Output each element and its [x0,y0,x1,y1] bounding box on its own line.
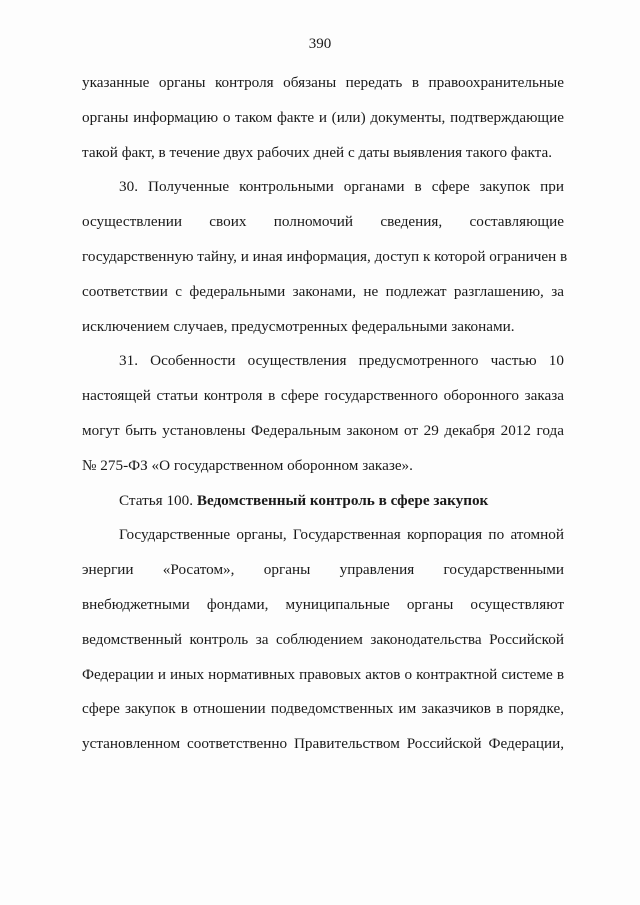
paragraph-continuation [82,66,564,170]
text-line: внебюджетными фондами, муниципальные органы осуществляют [82,595,564,613]
text-line: настоящей статьи контроля в сфере государственного оборонного заказа [82,387,564,405]
text-line: исключением случаев, предусмотренных федеральными законами. [82,317,515,335]
text-line: Федерации и иных нормативных правовых актов о контрактной системе в [82,665,564,683]
text-line: могут быть установлены Федеральным законом от 29 декабря 2012 года [82,421,564,439]
text-line: осуществлении своих полномочий сведения, составляющие [82,213,564,231]
document-body [82,66,568,762]
text-line: сфере закупок в отношении подведомственных им заказчиков в порядке, [82,700,564,718]
text-line: № 275-ФЗ «О государственном оборонном заказе». [82,456,413,474]
paragraph-31 [82,344,564,483]
page-number: 390 [308,36,332,52]
text-line: установленном соответственно Правительством Российской Федерации, [82,735,564,753]
article-label: Статья 100. [119,491,194,509]
article-heading [82,484,564,519]
text-line: органы информацию о таком факте и (или) документы, подтверждающие [82,108,564,126]
text-line: ведомственный контроль за соблюдением законодательства Российской [82,630,564,648]
text-line: энергии «Росатом», органы управления государственными [82,561,564,579]
text-line: 30. Полученные контрольными органами в сфере закупок при [119,178,564,196]
text-line: соответствии с федеральными законами, не подлежат разглашению, за [82,282,564,300]
text-line: 31. Особенности осуществления предусмотренного частью 10 [119,352,564,370]
paragraph-article-100 [82,518,564,762]
article-title: Ведомственный контроль в сфере закупок [196,491,489,509]
text-line: такой факт, в течение двух рабочих дней с даты выявления такого факта. [82,143,553,161]
text-line: Государственные органы, Государственная корпорация по атомной [119,526,564,544]
text-line: указанные органы контроля обязаны передать в правоохранительные [82,74,564,91]
text-line: государственную тайну, и иная информация, доступ к которой ограничен в [82,247,568,265]
paragraph-30 [82,170,568,344]
